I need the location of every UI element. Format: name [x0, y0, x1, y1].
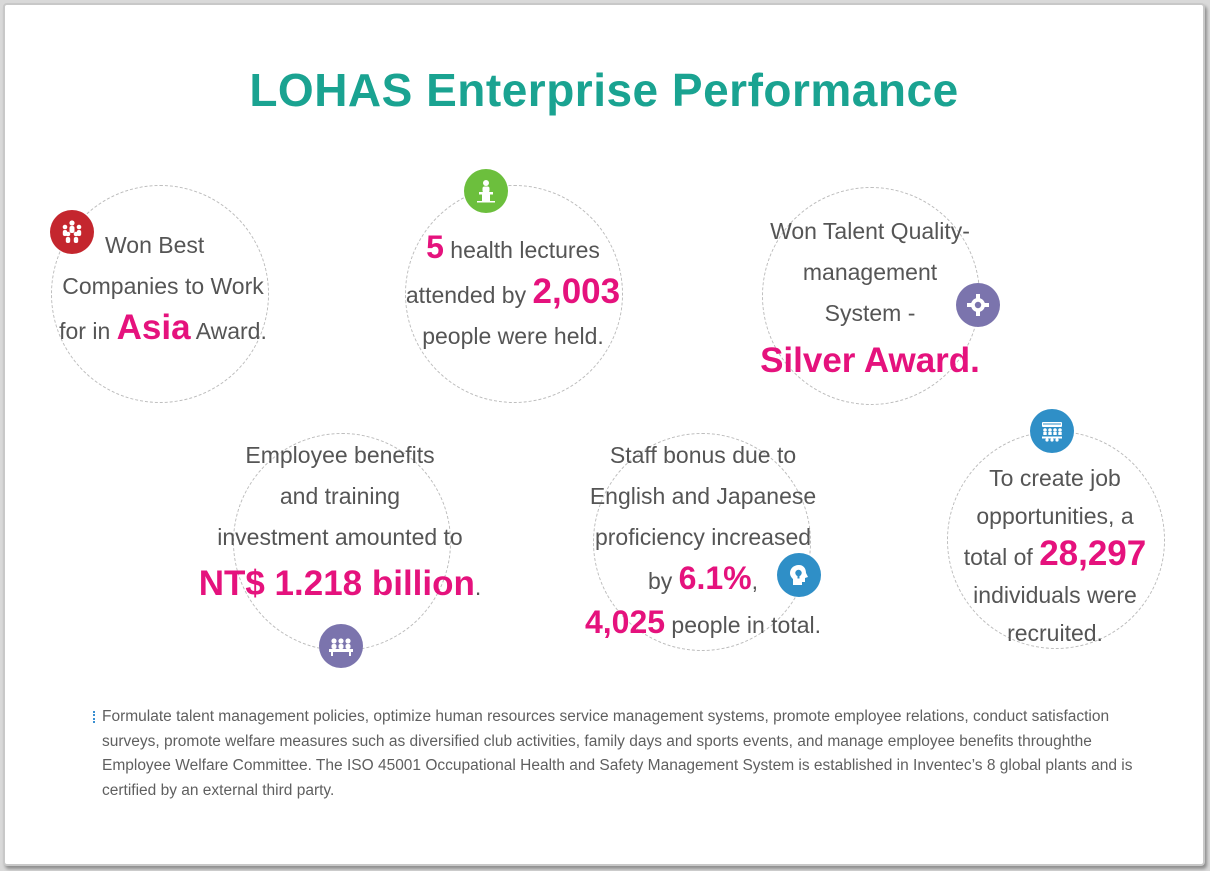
jobs-line1: To create job	[989, 465, 1121, 491]
benefits-line4: NT$ 1.218 billion.	[198, 564, 482, 603]
bonus-line1: Staff bonus due to	[609, 442, 797, 468]
benefits-line2: and training	[279, 483, 401, 509]
talent-quality-line3: System -	[824, 300, 916, 326]
asia-highlight: Asia	[116, 308, 191, 347]
talent-quality-line2: management	[802, 259, 938, 285]
benefits-text	[175, 435, 505, 613]
footnote-marker	[93, 711, 98, 723]
infographic-frame	[3, 3, 1205, 866]
benefits-line1: Employee benefits	[245, 442, 435, 468]
lectures-line1: 5 health lectures	[426, 229, 600, 265]
award-asia-text	[45, 225, 281, 352]
talent-quality-text	[725, 211, 1015, 388]
bonus-people-highlight: 4,025	[584, 604, 666, 640]
attendees-highlight: 2,003	[532, 272, 621, 311]
jobs-line5: recruited.	[1007, 620, 1103, 646]
meeting-people-icon	[319, 624, 363, 668]
talent-quality-line1: Won Talent Quality-	[770, 218, 970, 244]
award-asia-line3: for in Asia Award.	[59, 308, 267, 347]
footnote-text: Formulate talent management policies, optimize human resources service management systems, promote employee relations, conduct satisfaction surveys, promote welfare measures such as diversified club activities, family days and sports events, and manage employee benefits throughthe Employee Welfare Committee. The ISO 45001 Occupational Health and Safety Management System is established in Inventec’s 8 global plants and is certified by an external third party.	[102, 708, 1133, 799]
bonus-text	[553, 435, 853, 646]
bonus-line4: by 6.1%,	[647, 560, 758, 596]
jobs-text	[933, 459, 1177, 652]
bonus-percent-highlight: 6.1%	[678, 560, 752, 596]
benefits-line3: investment amounted to	[217, 524, 463, 550]
jobs-line4: individuals were	[973, 582, 1137, 608]
lectures-line2: attended by 2,003	[405, 272, 621, 311]
lecture-podium-icon	[464, 169, 508, 213]
team-grid-icon	[1030, 409, 1074, 453]
investment-highlight: NT$ 1.218 billion	[198, 564, 475, 603]
bonus-line5: 4,025 people in total.	[584, 604, 822, 640]
recruits-highlight: 28,297	[1039, 534, 1147, 573]
jobs-line3: total of 28,297	[963, 534, 1147, 573]
award-asia-line2: Companies to Work	[62, 273, 264, 299]
lectures-count-highlight: 5	[426, 229, 444, 265]
bonus-line2: English and Japanese	[589, 483, 817, 509]
lectures-line3: people were held.	[422, 323, 604, 349]
lectures-text	[377, 227, 649, 357]
silver-award-highlight: Silver Award.	[760, 341, 980, 380]
award-asia-line1: Won Best	[105, 232, 205, 258]
jobs-line2: opportunities, a	[976, 503, 1134, 529]
page-title: LOHAS Enterprise Performance	[249, 64, 959, 116]
bonus-line3: proficiency increased	[594, 524, 812, 550]
